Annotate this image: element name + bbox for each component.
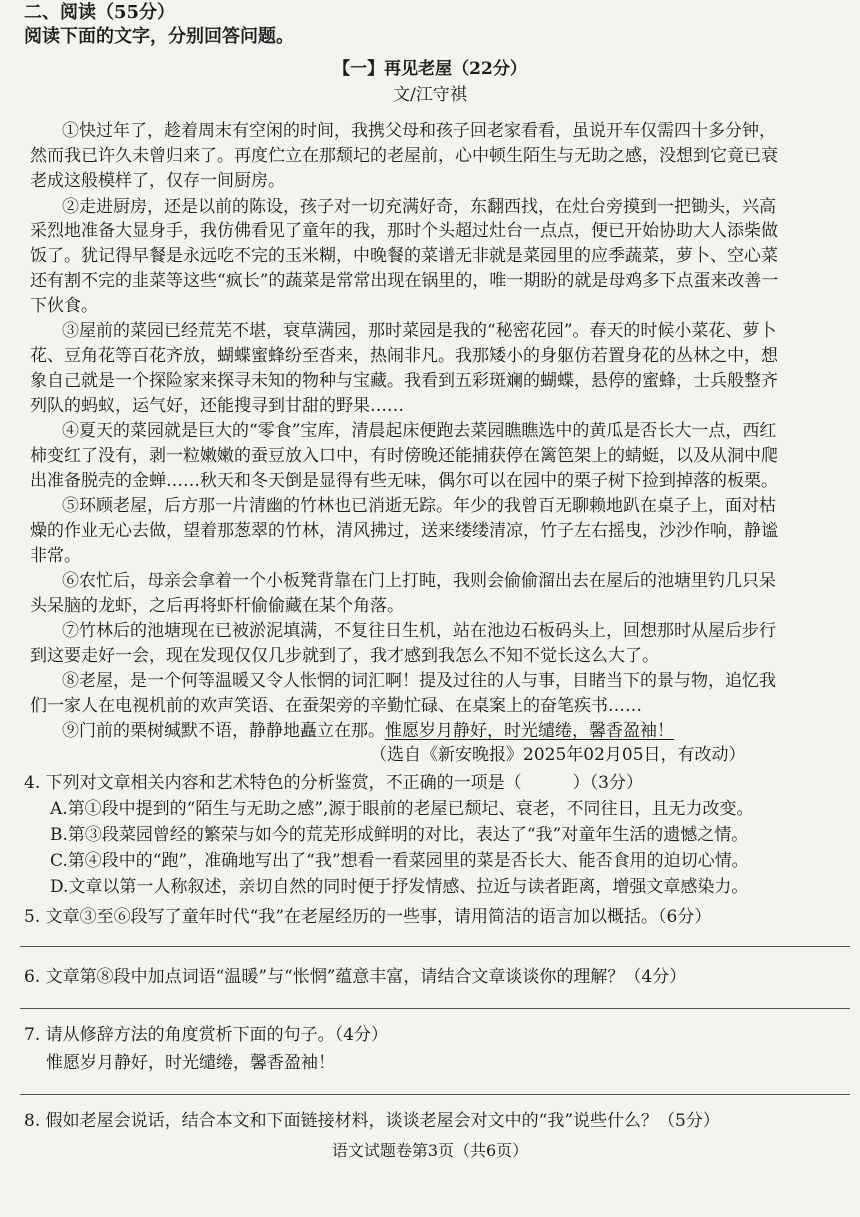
article-line: ②走进厨房，还是以前的陈设，孩子对一切充满好奇，东翻西找，在灶台旁摸到一把锄头，兴高 [62, 197, 776, 217]
question-6: 6. 文章第⑧段中加点词语“温暖”与“怅惘”蕴意丰富，请结合文章谈谈你的理解？（4分） [24, 967, 687, 987]
article-line: 出准备脱壳的金蝉……秋天和冬天倒是显得有些无味，偶尔可以在园中的栗子树下捡到掉落的板栗。 [30, 471, 778, 491]
question-4-stem: 4. 下列对文章相关内容和艺术特色的分析鉴赏，不正确的一项是（ ）（3分） [24, 773, 643, 793]
article-line: 采烈地准备大显身手，我仿佛看见了童年的我，那时个头超过灶台一点点，便已开始协助大人添柴做 [30, 221, 778, 241]
article-line: 到这要走好一会，现在发现仅仅几步就到了，我才感到我怎么不知不觉长这么大了。 [30, 646, 659, 666]
article-line: ⑦竹林后的池塘现在已被淤泥填满，不复往日生机，站在池边石板码头上，回想那时从屋后步行 [62, 621, 776, 641]
last-paragraph-text: ⑨门前的栗树缄默不语，静静地矗立在那。 [62, 721, 385, 741]
article-line: ⑧老屋，是一个何等温暖又令人怅惘的词汇啊！提及过往的人与事，目睹当下的景与物，追忆我 [62, 671, 776, 691]
article-line: 然而我已许久未曾归来了。再度伫立在那颓圮的老屋前，心中顿生陌生与无助之感，没想到它竟已衰 [30, 146, 778, 166]
question-8: 8. 假如老屋会说话，结合本文和下面链接材料，谈谈老屋会对文中的“我”说些什么？（5分） [24, 1111, 720, 1131]
article-line: 下伙食。 [30, 296, 98, 316]
article-line: 列队的蚂蚁，运气好，还能搜寻到甘甜的野果…… [30, 396, 404, 416]
article-author: 文/江守祺 [393, 85, 467, 105]
article-line: ④夏天的菜园就是巨大的“零食”宝库，清晨起床便跑去菜园瞧瞧选中的黄瓜是否长大一点，西红 [62, 421, 777, 441]
article-line: ③屋前的菜园已经荒芜不堪，衰草满园，那时菜园是我的“秘密花园”。春天的时候小菜花、萝卜 [62, 321, 777, 341]
question-7-quote: 惟愿岁月静好，时光缱绻，馨香盈袖！ [46, 1053, 335, 1073]
section-instruction: 阅读下面的文字，分别回答问题。 [24, 26, 294, 47]
article-line: 们一家人在电视机前的欢声笑语、在蚕架旁的辛勤忙碌、在桌案上的奋笔疾书…… [30, 696, 642, 716]
question-4-option-b: B.第③段菜园曾经的繁荣与如今的荒芜形成鲜明的对比，表达了“我”对童年生活的遗憾之情。 [50, 825, 749, 845]
article-line: 柿变红了没有，剥一粒嫩嫩的蚕豆放入口中，有时傍晚还能捕获停在篱笆架上的蜻蜓，以及从洞中爬 [30, 446, 778, 466]
article-line: 头呆脑的龙虾，之后再将虾杆偷偷藏在某个角落。 [30, 596, 404, 616]
answer-line-q5[interactable] [20, 946, 850, 947]
article-line: ⑤环顾老屋，后方那一片清幽的竹林也已消逝无踪。年少的我曾百无聊赖地趴在桌子上，面对枯 [62, 496, 776, 516]
article-source: （选自《新安晚报》2025年02月05日，有改动） [370, 745, 746, 765]
article-line: ⑥农忙后，母亲会拿着一个小板凳背靠在门上打盹，我则会偷偷溜出去在屋后的池塘里钓几只呆 [62, 571, 776, 591]
underlined-sentence: 惟愿岁月静好，时光缱绻，馨香盈袖！ [385, 721, 674, 741]
section-heading: 二、阅读（55分） [24, 2, 176, 23]
article-line: 饭了。犹记得早餐是永远吃不完的玉米糊，中晚餐的菜谱无非就是菜园里的应季蔬菜，萝卜、空心菜 [30, 246, 778, 266]
question-4-option-d: D.文章以第一人称叙述，亲切自然的同时便于抒发情感、拉近与读者距离，增强文章感染力。 [50, 877, 749, 897]
answer-line-q6[interactable] [20, 1008, 850, 1009]
article-line: 象自己就是一个探险家来探寻未知的物种与宝藏。我看到五彩斑斓的蝴蝶，悬停的蜜蜂，士兵般整齐 [30, 371, 778, 391]
article-line: 非常。 [30, 546, 81, 566]
question-4-option-a: A.第①段中提到的“陌生与无助之感”,源于眼前的老屋已颓圮、衰老，不同往日，且无力改变。 [50, 799, 754, 819]
page-footer: 语文试题卷第3页（共6页） [331, 1141, 529, 1160]
question-7: 7. 请从修辞方法的角度赏析下面的句子。（4分） [24, 1025, 388, 1045]
article-line: 燥的作业无心去做，望着那葱翠的竹林，清风拂过，送来缕缕清凉，竹子左右摇曳，沙沙作响，静谧 [30, 521, 778, 541]
article-last-paragraph [62, 720, 674, 742]
article-title: 【一】再见老屋（22分） [333, 59, 527, 79]
article-line: 还有割不完的韭菜等这些“疯长”的蔬菜是常常出现在锅里的，唯一期盼的就是母鸡多下点蛋来改善一 [30, 271, 779, 291]
question-5: 5. 文章③至⑥段写了童年时代“我”在老屋经历的一些事，请用简洁的语言加以概括。（6分） [24, 907, 712, 927]
article-line: ①快过年了，趁着周末有空闲的时间，我携父母和孩子回老家看看，虽说开车仅需四十多分钟， [62, 121, 776, 141]
answer-line-q7[interactable] [20, 1094, 850, 1095]
article-line: 花、豆角花等百花齐放，蝴蝶蜜蜂纷至沓来，热闹非凡。我那矮小的身躯仿若置身花的丛林之中，想 [30, 346, 778, 366]
article-line: 老成这般模样了，仅存一间厨房。 [30, 171, 285, 191]
question-4-option-c: C.第④段中的“跑”，准确地写出了“我”想看一看菜园里的菜是否长大、能否食用的迫切心情。 [50, 851, 749, 871]
